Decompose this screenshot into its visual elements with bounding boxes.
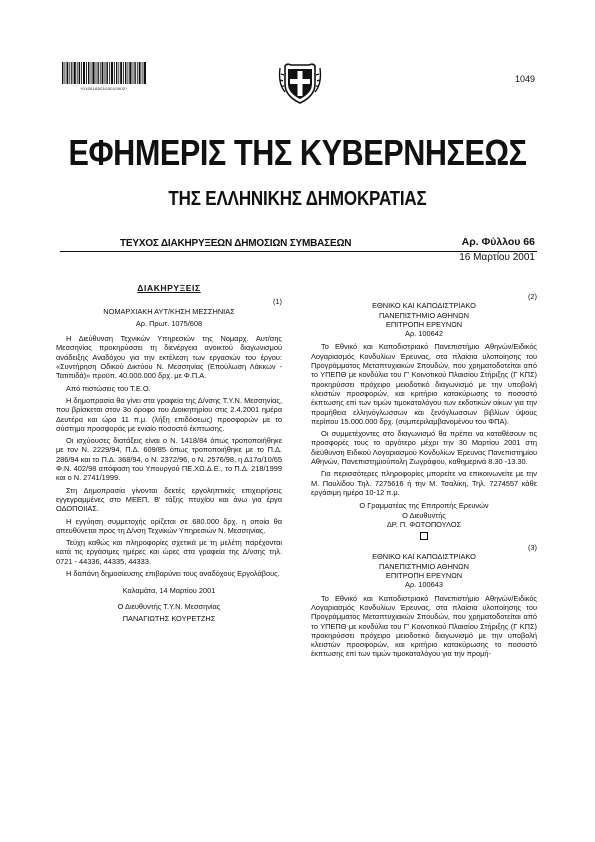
place-date: Καλαμάτα, 14 Μαρτίου 2001 — [122, 586, 216, 596]
notice-paragraph: Το Εθνικό και Καποδιστριακό Πανεπιστήμιο Αθηνών/Ειδικός Λογαριασμός Κονδυλίων Έρευνας, στα πλαίσια υλοποίησης του Προγράμματος Μεταπτυχιακών Σπουδών, που χρηματοδοτείται από το ΥΠΕΠΘ με κονδύλια του Γ' Κοινοτικού Πλαισίου Στήριξης (Γ ΚΠΣ) προκηρύσσει πρόχειρο μειοδοτικό διαγωνισμό με την υποβολή κλειστών προσφορών, και κριτήριο κατακύρωσης το ποσοστό έκπτωσης επί των τιμών τιμοκαταλόγου των εκδοτικών οίκων για την προμήθεια ελληνόγλωσσων και ξενόγλωσσων βιβλίων ύψους περίπου 15.000.000 δρχ. (συμπεριλαμβανομένου του ΦΠΑ). — [311, 342, 537, 426]
notice-paragraph: Τεύχη καθώς και πληροφορίες σχετικά με τη μελέτη παρέχονται κατά τις εργάσιμες ημέρες και ώρες στα γραφεία της Δ/νσης τηλ. 0721 - 44336, 44335, 44333. — [56, 538, 282, 566]
signer-role: Ο Διευθυντής Τ.Υ.Ν. Μεσσηνίας — [117, 601, 221, 611]
notice-paragraph: Η Διεύθυνση Τεχνικών Υπηρεσιών της Νομαρχ. Αυτ/σης Μεσσηνίας προκηρύσσει τη διενέργεια ανοικτού διαγωνισμού ανάδειξης Αναδόχου για την εκτέλεση των εργασιών του έργου: «Συντήρηση Οδικού Δικτύου Ν. Μεσσηνίας (Επούλωση Λάκκων - Τατιπιδά)» προϋπ. 40.000.000 δρχ. με Φ.Π.Α. — [56, 334, 282, 381]
notice-number: (1) — [272, 297, 282, 307]
signer-name: ΔΡ. Π. ΦΩΤΟΠΟΥΛΟΣ — [386, 519, 462, 529]
issue-title: ΤΕΥΧΟΣ ΔΙΑΚΗΡΥΞΕΩΝ ΔΗΜΟΣΙΩΝ ΣΥΜΒΑΣΕΩΝ — [120, 238, 352, 249]
gazette-subtitle: ΤΗΣ ΕΛΛΗΝΙΚΗΣ ΔΗΜΟΚΡΑΤΙΑΣ — [168, 188, 427, 210]
notice-paragraph: Η δαπάνη δημοσίευσης επιβαρύνει τους αναδόχους Εργολάβους. — [66, 569, 280, 579]
barcode-number: *01001650103010002* — [80, 86, 128, 91]
page-number: 1049 — [514, 74, 535, 84]
notice-paragraph: Το Εθνικό και Καποδιστριακό Πανεπιστήμιο Αθηνών/Ειδικός Λογαριασμός Κονδυλίων Έρευνας, στα πλαίσια υλοποίησης του Προγράμματος Μεταπτυχιακών Σπουδών, που χρηματοδοτείται από το ΥΠΕΠΘ με κονδύλια του Γ' Κοινοτικού Πλαισίου Στήριξης (Γ ΚΠΣ) προκηρύσσει πρόχειρο μειοδοτικό διαγωνισμό με την υποβολή κλειστών προσφορών, και κριτήριο κατακύρωσης το ποσοστό έκπτωσης επί των τιμών τιμοκαταλόγου για την προμή- — [311, 593, 537, 659]
issue-date: 16 Μαρτίου 2001 — [459, 252, 535, 263]
notice-ref: Αρ. 100642 — [405, 329, 443, 339]
notice-number: (2) — [527, 292, 537, 301]
org-committee: ΕΠΙΤΡΟΠΗ ΕΡΕΥΝΩΝ — [385, 571, 463, 581]
separator-square-icon — [420, 532, 428, 540]
notice-paragraph: Για περισσότερες πληροφορίες μπορείτε να επικοινωνείτε με την Μ. Παυλίδου Τηλ. 7275616 ή την Μ. Τσαλίκη, Τηλ. 7274557 κάθε εργάσιμη ημέρα 10-12 π.μ. — [311, 469, 537, 497]
right-column — [311, 292, 537, 662]
org-name: ΕΘΝΙΚΟ ΚΑΙ ΚΑΠΟΔΙΣΤΡΙΑΚΟ — [372, 301, 476, 311]
section-title: ΔΙΑΚΗΡΥΞΕΙΣ — [137, 283, 201, 293]
notice-paragraph: Οι ισχύουσες διατάξεις είναι ο Ν. 1418/84 όπως τροποποιήθηκε με τον Ν. 2229/94, Π.Δ. 609/85 όπως τροποποιήθηκε με το Π.Δ. 286/94 και το Π.Δ. 368/94, ο Ν. 2372/96, ο Ν. 2576/98, η Δ17α/10/65 Φ.Ν. 402/98 απόφαση του Υπουργού ΠΕ.ΧΩ.Δ.Ε., το Π.Δ. 218/1999 και ο Ν. 2741/1999. — [56, 436, 282, 483]
notice-number: (3) — [527, 543, 537, 553]
org-name: ΠΑΝΕΠΙΣΤΗΜΙΟ ΑΘΗΝΩΝ — [378, 561, 469, 571]
barcode — [62, 62, 146, 84]
notice-ref: Αρ. 100643 — [405, 580, 443, 590]
notice-paragraph: Οι συμμετέχοντες στο διαγωνισμό θα πρέπει να καταθέσουν τις προσφορές τους το αργότερο μέχρι την 30 Μαρτίου 2001 στη διεύθυνση Ειδικού Λογαριασμού Κονδυλίων Έρευνας Πανεπιστημίου Αθηνών, Πανεπιστημιούπολη Ζωγράφου, καθημερινά 8.30 -13.30. — [311, 429, 537, 467]
signer-name: ΠΑΝΑΓΙΩΤΗΣ ΚΟΥΡΕΤΖΗΣ — [122, 613, 216, 623]
gazette-title: ΕΦΗΜΕΡΙΣ ΤΗΣ ΚΥΒΕΡΝΗΣΕΩΣ — [68, 132, 527, 173]
org-name: ΠΑΝΕΠΙΣΤΗΜΙΟ ΑΘΗΝΩΝ — [378, 310, 469, 320]
notice-paragraph: Η δημοπρασία θα γίνει στα γραφεία της Δ/νσης Τ.Υ.Ν. Μεσσηνίας, που βρίσκεται στον 3ο όροφο του Διοικητηρίου στις 2.4.2001 ημέρα Δευτέρα και ώρα 11 π.μ. (λήξη επιδόσεως) προσφορών με το σύστημα προσφοράς με ενιαίο ποσοστό έκπτωσης. — [56, 395, 282, 433]
notice-paragraph: Στη Δημοπρασία γίνονται δεκτές εργοληπτικές επιχειρήσεις εγγεγραμμένες στο ΜΕΕΠ, Β' τάξης πτυχίου και άνω για έργα ΟΔΟΠΟΙΙΑΣ. — [56, 485, 282, 514]
org-committee: ΕΠΙΤΡΟΠΗ ΕΡΕΥΝΩΝ — [385, 319, 463, 329]
notice-paragraph: Από πιστώσεις του Τ.Ε.Ο. — [66, 383, 151, 393]
protocol-number: Αρ. Πρωτ. 1075/608 — [135, 318, 203, 328]
signature-line: Ο Γραμματέας της Επιτροπής Ερευνών — [359, 501, 489, 511]
issue-number: Αρ. Φύλλου 66 — [461, 236, 535, 248]
greek-coat-of-arms-icon — [277, 60, 323, 106]
org-name: ΕΘΝΙΚΟ ΚΑΙ ΚΑΠΟΔΙΣΤΡΙΑΚΟ — [372, 552, 476, 562]
signature-line: Ο Διευθυντής — [402, 510, 446, 520]
authority-name: ΝΟΜΑΡΧΙΑΚΗ ΑΥΤ/ΚΗΣΗ ΜΕΣΣΗΝΙΑΣ — [103, 306, 235, 316]
left-column — [56, 284, 282, 623]
notice-paragraph: Η εγγύηση συμμετοχής ορίζεται σε 680.000 δρχ. η οποία θα απευθύνεται προς τη Δ/νση Τεχνικών Υπηρεσιών Ν. Μεσσηνίας. — [56, 516, 282, 535]
